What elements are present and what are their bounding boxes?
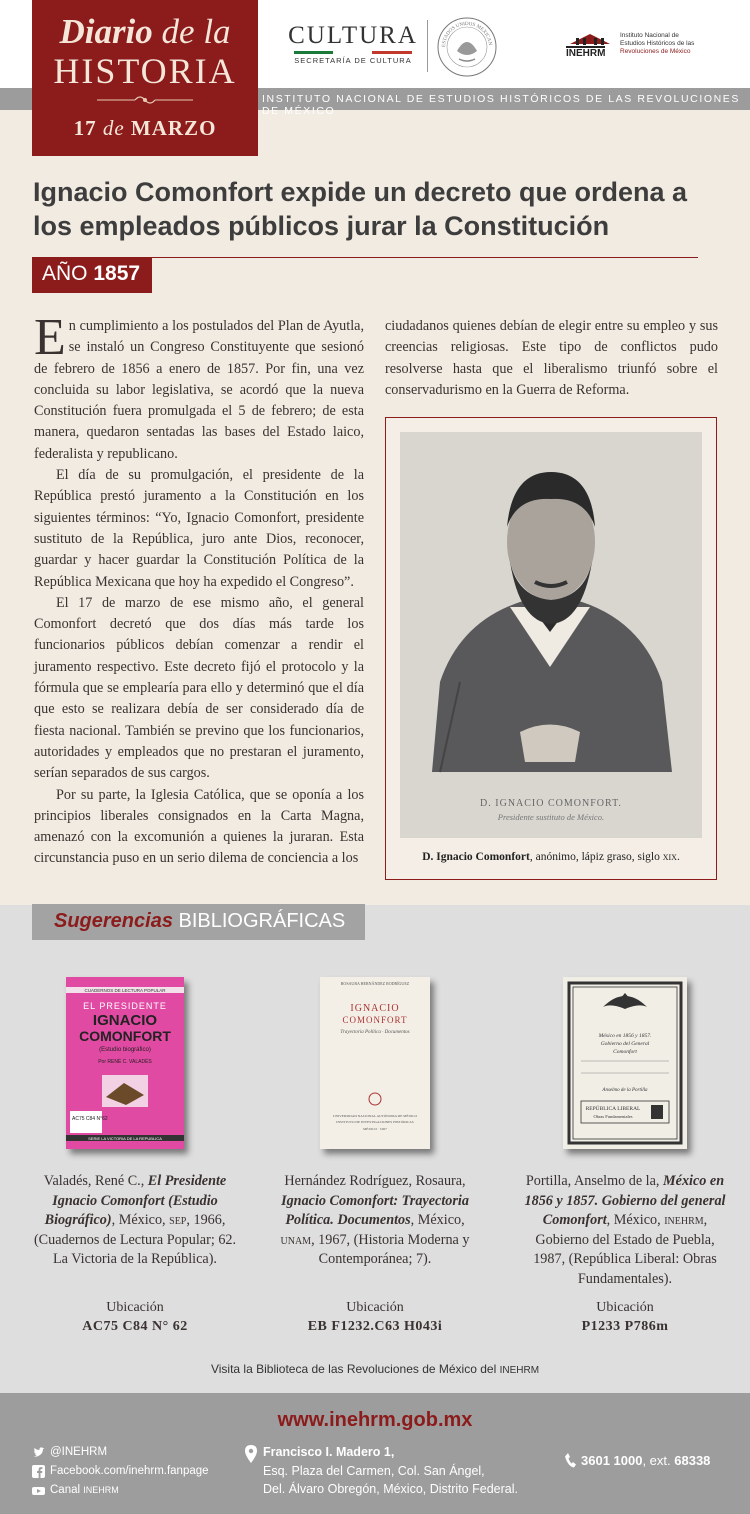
cultura-flag-line bbox=[294, 51, 412, 54]
paragraph-1 bbox=[34, 309, 364, 465]
location-pin-icon bbox=[245, 1445, 257, 1463]
masthead-diario: Diario bbox=[59, 12, 153, 51]
dropcap: E bbox=[34, 309, 66, 366]
ref3-publisher: inehrm bbox=[664, 1212, 704, 1228]
masthead-title-line2: HISTORIA bbox=[53, 51, 237, 91]
twitter-link[interactable] bbox=[32, 1443, 209, 1462]
website-link[interactable]: www.inehrm.gob.mx bbox=[277, 1409, 473, 1431]
inehrm-line1: Instituto Nacional de bbox=[620, 32, 679, 39]
article-headline: Ignacio Comonfort expide un decreto que ordena a los empleados públicos jurar la Constitución bbox=[33, 177, 688, 241]
paragraph-2: El día de su promulgación, el presidente de la República prestó juramento a la Constitución en los siguientes términos: “Yo, Ignacio Comonfort, presidente sustituto de la República, juro ante Dios, reconocer, guardar y hacer guardar la Constitución Política de la República Mexicana que hoy ha expedido el Congreso”. bbox=[34, 467, 364, 590]
cover2-author: ROSAURA HERNÁNDEZ RODRÍGUEZ bbox=[340, 981, 410, 986]
inehrm-line2: Estudios Históricos de las bbox=[620, 40, 695, 47]
ref3-author: Portilla, Anselmo de la, bbox=[525, 1173, 664, 1189]
cover2-title1: IGNACIO bbox=[350, 1003, 400, 1014]
book-cover-1[interactable] bbox=[66, 977, 184, 1149]
ref1-author: Valadés, René C., bbox=[43, 1173, 148, 1189]
portrait-caption bbox=[386, 851, 716, 863]
cover1-sub: (Estudio biográfico) bbox=[99, 1047, 151, 1053]
masthead-title-line1 bbox=[32, 12, 258, 52]
book-cover-2[interactable] bbox=[320, 977, 430, 1149]
twitter-handle: @INEHRM bbox=[50, 1446, 108, 1458]
youtube-channel: INEHRM bbox=[83, 1485, 119, 1495]
logo-divider bbox=[427, 20, 428, 72]
article-column-1 bbox=[34, 309, 364, 870]
date-day: 17 bbox=[73, 116, 103, 140]
book-cover-3[interactable] bbox=[563, 977, 687, 1149]
cover1-label: AC75 C84 N°62 bbox=[72, 1116, 108, 1122]
paragraph-5: ciudadanos quienes debían de elegir entre su empleo y sus creencias religiosas. Este tipo de conflictos pudo resolverse hasta que el liberalismo triunfó sobre el conservadurismo en la Guerra de Reforma. bbox=[385, 318, 718, 398]
cover1-title2: IGNACIO bbox=[92, 1012, 158, 1029]
address-line3: Del. Álvaro Obregón, México, Distrito Federal. bbox=[263, 1482, 518, 1496]
cover3-hand3: Comonfort bbox=[613, 1049, 637, 1055]
cover3-series1: REPÚBLICA LIBERAL bbox=[585, 1106, 641, 1112]
ref1-place: , México, bbox=[111, 1212, 170, 1228]
portrait-frame bbox=[385, 417, 717, 880]
ref1-rest: , 1966, (Cuadernos de Lectura Popular; 62. La Victoria de la República). bbox=[33, 1212, 237, 1267]
cover3-hand4: Anselmo de la Portilla bbox=[602, 1088, 648, 1093]
cover1-title1: EL PRESIDENTE bbox=[83, 1001, 167, 1011]
cover2-title2: COMONFORT bbox=[342, 1015, 408, 1025]
date-de: de bbox=[102, 116, 125, 140]
cover2-year: MÉXICO · 1967 bbox=[363, 1127, 387, 1131]
paragraph-3: El 17 de marzo de ese mismo año, el general Comonfort decretó que dos días más tarde los funcionarios públicos debían comenzar a rendir el juramento respectivo. Este decreto fijó el protocolo y la fórmula que se emplearía para ello y determinó que el día que esto se realizara debía de ser considerado día de fiesta nacional. También se previno que los funcionarios, autoridades y empleados que no prestaran el juramento, serían separados de sus cargos. bbox=[34, 594, 364, 782]
ref2-title: Ignacio Comonfort: Trayectoria Política. Documentos bbox=[281, 1192, 469, 1228]
paragraph-1-text: n cumplimiento a los postulados del Plan de Ayutla, se instaló un Congreso Constituyente que sesionó de febrero de 1856 a enero de 1857. Por fin, una vez concluida su labor legislativa, se acordó que la nueva Constitución fuera promulgada el 5 de febrero; de esta manera, quedaron sentadas las bases del Estado laico, federalista y republicano. bbox=[34, 318, 364, 462]
secretaria-label: SECRETARÍA DE CULTURA bbox=[294, 56, 412, 65]
ref2-rest: , 1967, (Historia Moderna y Contemporánea; 7). bbox=[311, 1231, 470, 1267]
portrait-drawing-icon bbox=[400, 432, 702, 838]
phone-ext-label: , ext. bbox=[642, 1453, 675, 1468]
location-3-label: Ubicación bbox=[596, 1300, 654, 1315]
cover3-hand2: Gobierno del General bbox=[600, 1041, 650, 1047]
facebook-link[interactable] bbox=[32, 1462, 209, 1481]
inehrm-fullname bbox=[620, 32, 694, 56]
cover3-series2: Obras Fundamentales bbox=[593, 1114, 633, 1119]
reference-2 bbox=[270, 1172, 480, 1270]
national-seal-icon bbox=[435, 15, 499, 79]
address bbox=[245, 1443, 518, 1499]
cover1-title3: COMONFORT bbox=[79, 1028, 171, 1044]
ref1-publisher: sep bbox=[169, 1212, 187, 1228]
cover2-sub: Trayectoria Política · Documentos bbox=[340, 1030, 410, 1035]
cover1-series: CUADERNOS DE LECTURA POPULAR bbox=[84, 988, 166, 993]
date-month: MARZO bbox=[124, 116, 217, 140]
location-3 bbox=[520, 1298, 730, 1336]
book-cover-1-art bbox=[66, 977, 184, 1149]
inehrm-line3: Revoluciones de México bbox=[620, 48, 691, 55]
reference-3 bbox=[520, 1172, 730, 1289]
caption-century: xix bbox=[662, 851, 677, 863]
year-badge bbox=[32, 257, 152, 293]
cultura-logo[interactable] bbox=[288, 22, 418, 65]
svg-text:ESTADOS UNIDOS MEXICANOS bbox=[435, 15, 492, 47]
youtube-label: Canal bbox=[50, 1484, 84, 1496]
ref2-author: Hernández Rodríguez, Rosaura, bbox=[284, 1173, 466, 1189]
facebook-url: Facebook.com/inehrm.fanpage bbox=[50, 1465, 209, 1477]
youtube-link[interactable] bbox=[32, 1481, 209, 1500]
suggestions-title-italic: Sugerencias bbox=[54, 910, 173, 932]
year-value: 1857 bbox=[93, 262, 141, 285]
cover2-pub1: UNIVERSIDAD NACIONAL AUTÓNOMA DE MÉXICO bbox=[332, 1114, 418, 1118]
paragraph-4: Por su parte, la Iglesia Católica, que se oponía a los principios liberales consignados en la Carta Magna, amenazó con la excomunión a quienes la juraran. Esta circunstancia puso en un serio dilema de conciencia a los bbox=[34, 786, 364, 867]
portrait-inscription-2: Presidente sustituto de México. bbox=[497, 812, 605, 822]
reference-1 bbox=[30, 1172, 240, 1270]
cover1-author: Por RENÉ C. VALADÉS bbox=[98, 1059, 152, 1065]
cover2-pub2: INSTITUTO DE INVESTIGACIONES HISTÓRICAS bbox=[336, 1120, 414, 1124]
address-line2: Esq. Plaza del Carmen, Col. San Ángel, bbox=[263, 1463, 485, 1478]
footer bbox=[0, 1393, 750, 1514]
caption-desc: , anónimo, lápiz graso, siglo bbox=[529, 851, 663, 863]
twitter-icon bbox=[32, 1446, 45, 1459]
location-1-code: AC75 C84 N° 62 bbox=[82, 1319, 188, 1334]
phone-ext: 68338 bbox=[674, 1453, 711, 1468]
masthead-de-la: de la bbox=[152, 12, 231, 51]
book-cover-3-art bbox=[563, 977, 687, 1149]
facebook-icon bbox=[32, 1465, 45, 1478]
ornament-icon bbox=[95, 94, 195, 106]
cover1-foot: SERIE LA VICTORIA DE LA REPUBLICA bbox=[88, 1136, 162, 1141]
phone[interactable] bbox=[565, 1453, 710, 1468]
ref3-title: México en 1856 y 1857. Gobierno del general Comonfort bbox=[524, 1173, 726, 1228]
ref1-title: El Presidente Ignacio Comonfort (Estudio Biográfico) bbox=[44, 1173, 227, 1228]
ref2-place: , México, bbox=[410, 1212, 465, 1228]
phone-icon bbox=[565, 1453, 577, 1469]
suggestions-title bbox=[32, 904, 365, 940]
visita-inehrm: INEHRM bbox=[499, 1365, 540, 1376]
masthead bbox=[32, 0, 258, 156]
masthead-date bbox=[32, 116, 258, 141]
location-2 bbox=[270, 1298, 480, 1336]
location-1 bbox=[30, 1298, 240, 1336]
article-column-2 bbox=[385, 316, 718, 401]
cover3-hand1: México en 1856 y 1857. bbox=[598, 1033, 652, 1039]
caption-end: . bbox=[676, 851, 680, 863]
location-2-code: EB F1232.C63 H043i bbox=[307, 1319, 443, 1334]
ref3-rest: , Gobierno del Estado de Puebla, 1987, (República Liberal: Obras Fundamentales). bbox=[533, 1212, 717, 1287]
cultura-wordmark: CULTURA bbox=[288, 22, 418, 49]
address-street: Francisco I. Madero 1, bbox=[263, 1445, 395, 1459]
portrait-image[interactable] bbox=[400, 432, 702, 838]
location-3-code: P1233 P786m bbox=[581, 1319, 669, 1334]
seal-text: ESTADOS UNIDOS MEXICAN bbox=[441, 21, 492, 48]
suggestions-title-rest: BIBLIOGRÁFICAS bbox=[172, 910, 346, 932]
portrait-inscription-1: D. IGNACIO COMONFORT. bbox=[480, 798, 622, 809]
year-prefix: AÑO bbox=[42, 262, 94, 285]
ref2-publisher: unam bbox=[280, 1231, 312, 1248]
social-links bbox=[32, 1443, 209, 1500]
location-2-label: Ubicación bbox=[346, 1300, 404, 1315]
inehrm-label: INEHRM bbox=[566, 48, 606, 59]
inehrm-logo[interactable] bbox=[566, 30, 716, 70]
phone-number: 3601 1000 bbox=[581, 1453, 643, 1468]
location-1-label: Ubicación bbox=[106, 1300, 164, 1315]
ref3-place: , México, bbox=[606, 1212, 665, 1228]
institute-band-text: INSTITUTO NACIONAL DE ESTUDIOS HISTÓRICOS DE LAS REVOLUCIONES DE MÉXICO bbox=[262, 93, 740, 117]
caption-name: D. Ignacio Comonfort bbox=[422, 851, 530, 863]
visita-text: Visita la Biblioteca de las Revoluciones de México del bbox=[210, 1362, 500, 1376]
youtube-icon bbox=[32, 1484, 45, 1497]
library-visit-note bbox=[0, 1362, 750, 1376]
book-cover-2-art bbox=[320, 977, 430, 1149]
